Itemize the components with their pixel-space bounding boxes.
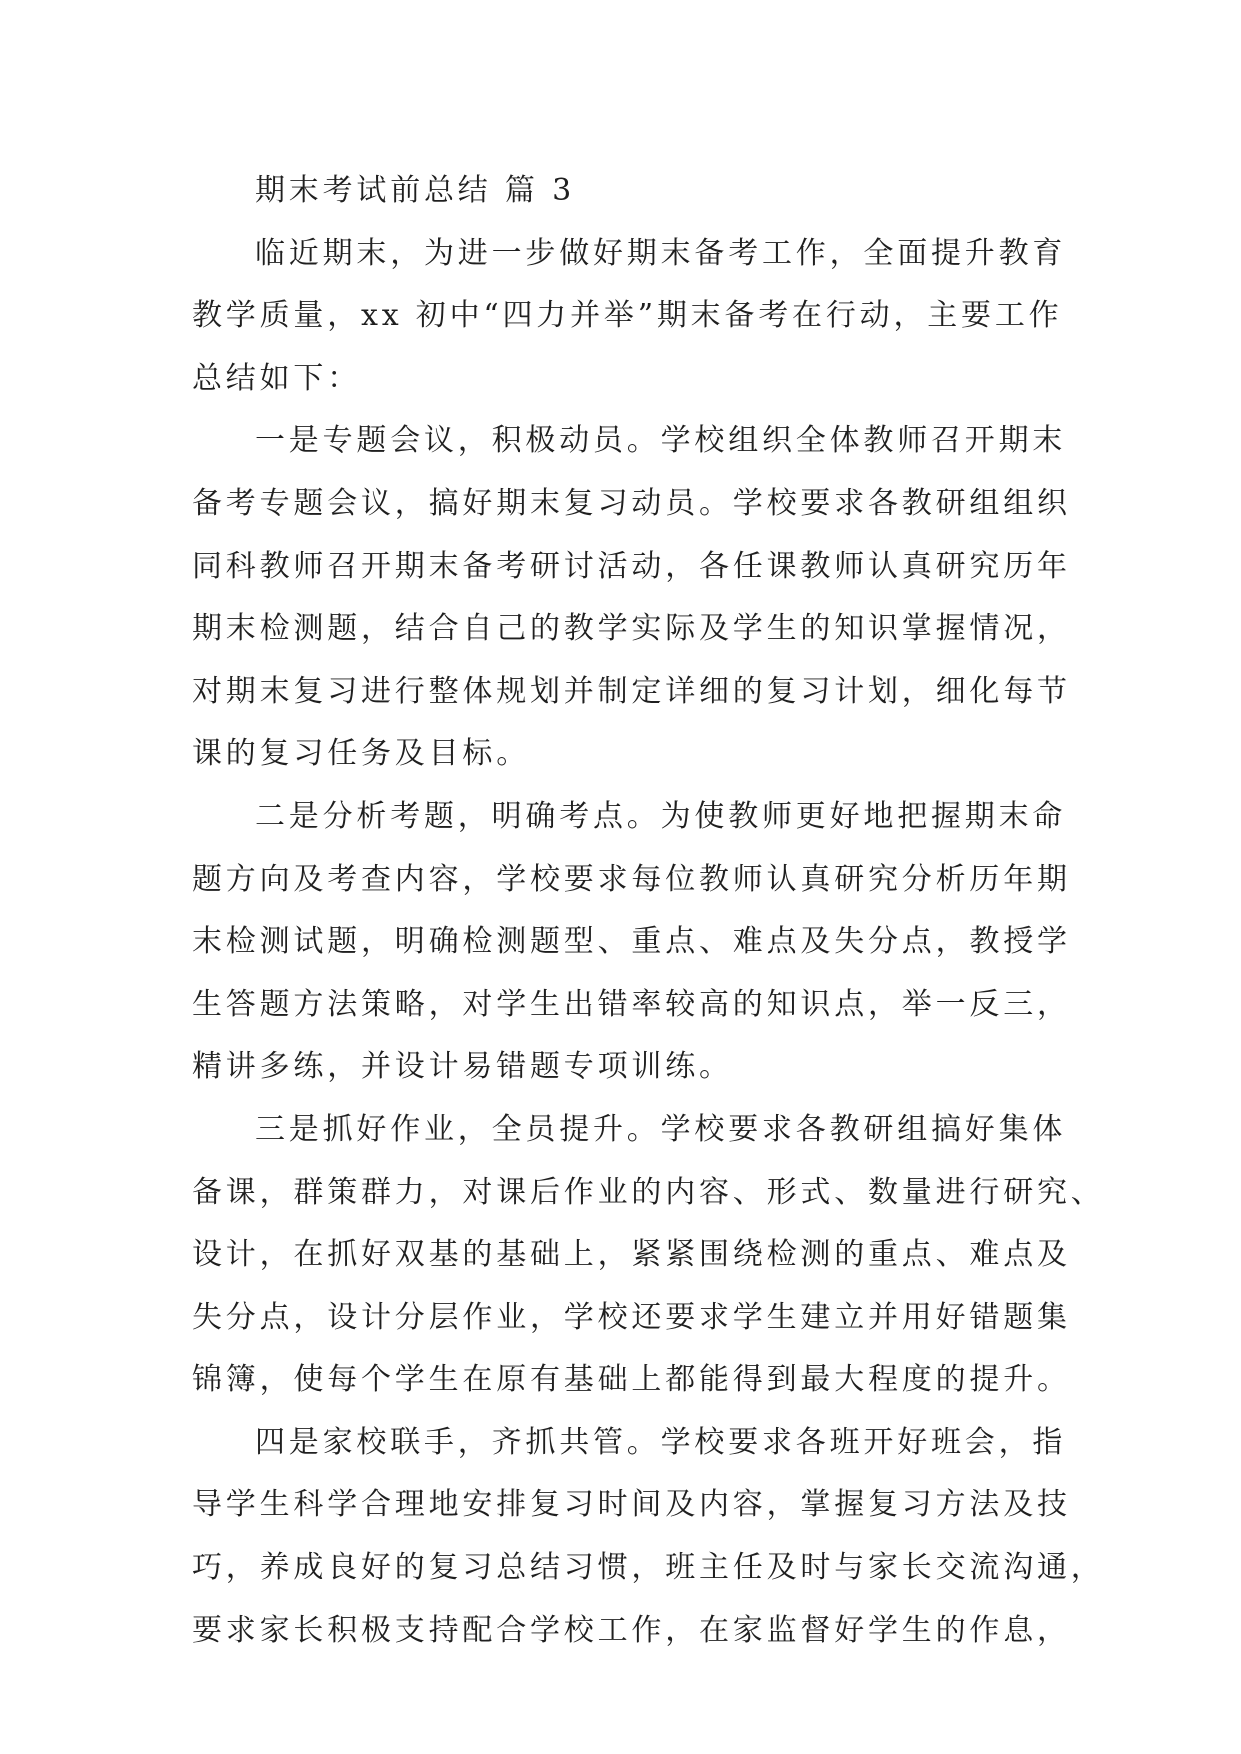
document-body [192, 160, 1105, 1662]
paragraph-line: 巧，养成良好的复习总结习惯，班主任及时与家长交流沟通， [192, 1550, 1105, 1586]
paragraph-line: 要求家长积极支持配合学校工作，在家监督好学生的作息， [192, 1612, 1071, 1648]
document-title: 期末考试前总结 篇 3 [255, 173, 575, 208]
paragraph-point-2 [192, 786, 1071, 1099]
paragraph-point-1 [192, 410, 1071, 786]
paragraph-line: 教学质量，xx 初中“四力并举”期末备考在行动，主要工作 [192, 298, 1063, 334]
paragraph-intro [192, 223, 1067, 411]
paragraph-line: 总结如下： [192, 360, 361, 396]
paragraph-line: 二是分析考题，明确考点。为使教师更好地把握期末命 [255, 798, 1067, 834]
paragraph-line: 末检测试题，明确检测题型、重点、难点及失分点，教授学 [192, 924, 1071, 960]
paragraph-line: 备考专题会议，搞好期末复习动员。学校要求各教研组组织 [192, 485, 1071, 521]
paragraph-line: 导学生科学合理地安排复习时间及内容，掌握复习方法及技 [192, 1487, 1071, 1523]
paragraph-line: 一是专题会议，积极动员。学校组织全体教师召开期末 [255, 423, 1067, 459]
paragraph-line: 课的复习任务及目标。 [192, 736, 530, 772]
paragraph-line: 设计，在抓好双基的基础上，紧紧围绕检测的重点、难点及 [192, 1237, 1071, 1273]
paragraph-line: 期末检测题，结合自己的教学实际及学生的知识掌握情况， [192, 611, 1071, 647]
paragraph-line: 四是家校联手，齐抓共管。学校要求各班开好班会，指 [255, 1424, 1067, 1460]
paragraph-line: 题方向及考查内容，学校要求每位教师认真研究分析历年期 [192, 861, 1071, 897]
paragraph-point-3 [192, 1099, 1105, 1412]
paragraph-line: 对期末复习进行整体规划并制定详细的复习计划，细化每节 [192, 673, 1071, 709]
paragraph-point-4 [192, 1412, 1105, 1662]
paragraph-line: 同科教师召开期末备考研讨活动，各任课教师认真研究历年 [192, 548, 1071, 584]
paragraph-line: 失分点，设计分层作业，学校还要求学生建立并用好错题集 [192, 1299, 1071, 1335]
paragraph-line: 锦簿，使每个学生在原有基础上都能得到最大程度的提升。 [192, 1362, 1071, 1398]
paragraph-line: 精讲多练，并设计易错题专项训练。 [192, 1049, 733, 1085]
paragraph-line: 备课，群策群力，对课后作业的内容、形式、数量进行研究、 [192, 1174, 1105, 1210]
paragraph-line: 生答题方法策略，对学生出错率较高的知识点，举一反三， [192, 986, 1071, 1022]
paragraph-line: 临近期末，为进一步做好期末备考工作，全面提升教育 [255, 235, 1067, 271]
paragraph-line: 三是抓好作业，全员提升。学校要求各教研组搞好集体 [255, 1111, 1067, 1147]
